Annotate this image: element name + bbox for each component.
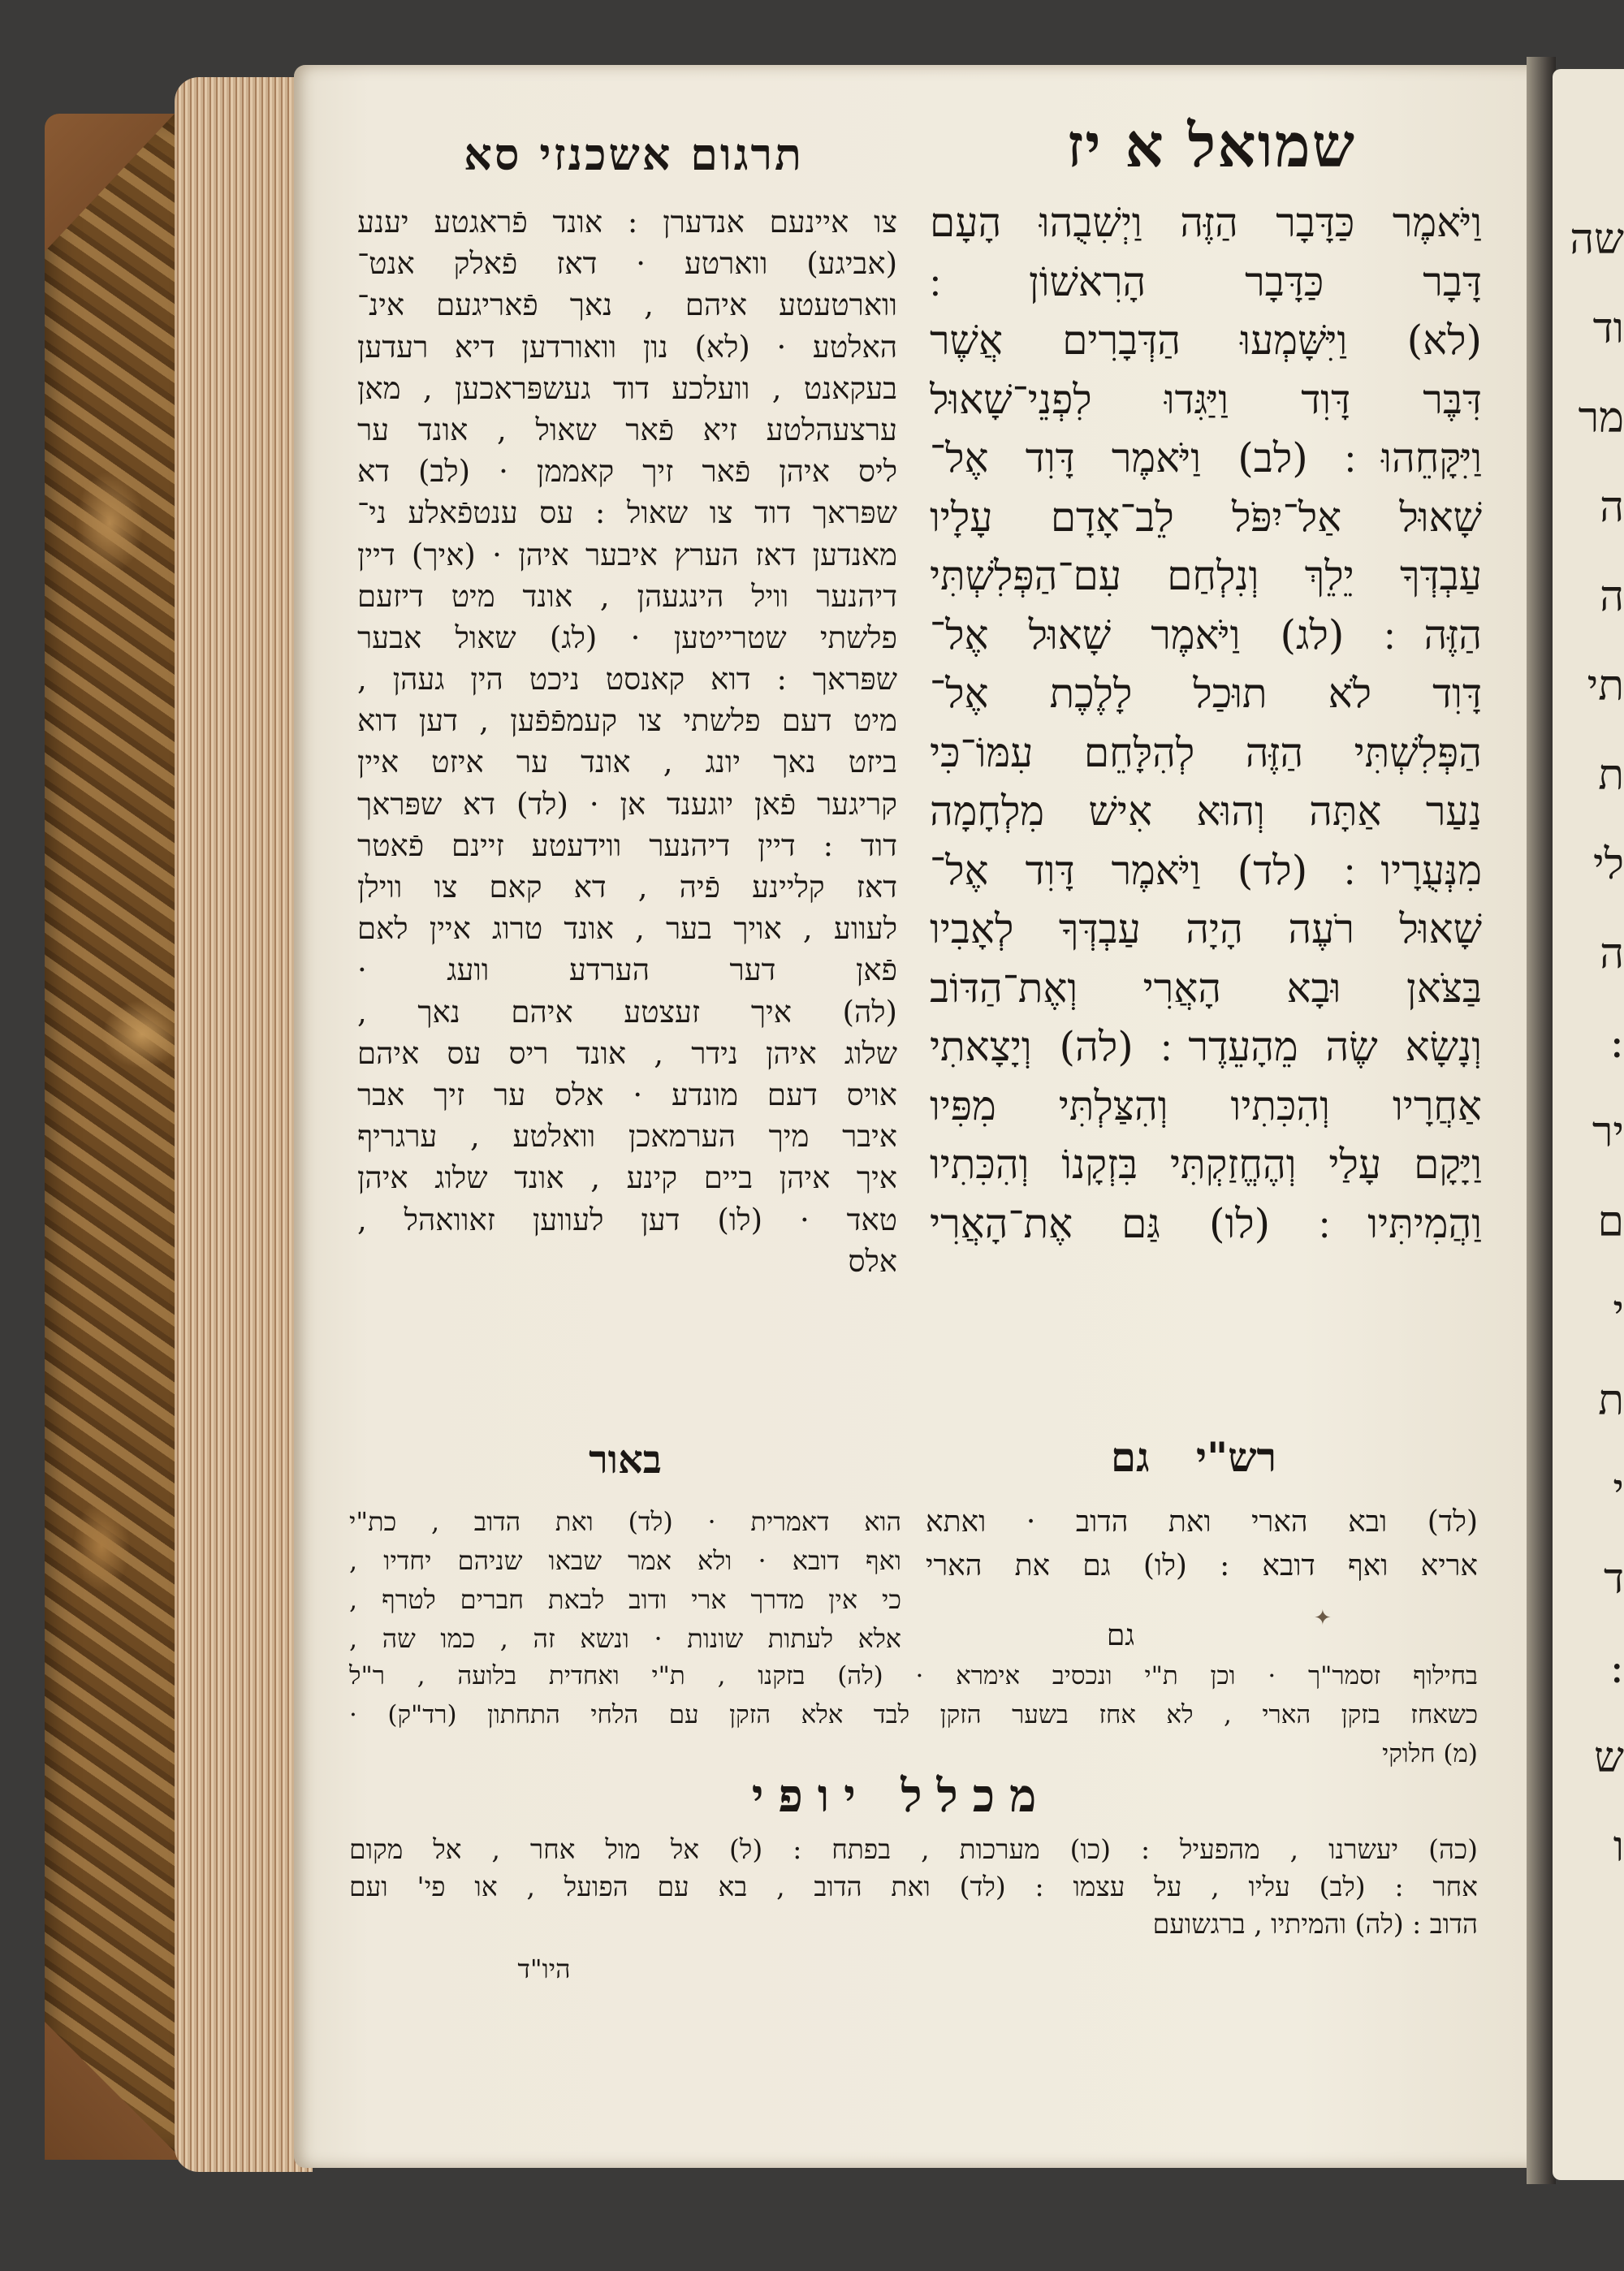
next-page-fragment: לי xyxy=(1593,840,1624,889)
rashi-line: (לד) ובא הארי ואת הדוב · ואתא xyxy=(926,1505,1478,1539)
scripture-line: עַבְדְּךָ יֵלֵךְ וְנִלְחַם עִם־הַפְּלִשְׁתִּי xyxy=(930,552,1482,599)
next-page-fragment: : xyxy=(1609,1644,1624,1693)
biur-commentary xyxy=(349,1502,901,1664)
rashi-heading: רש"י גם xyxy=(1110,1433,1277,1481)
translation-line: שפּראך דוד צו שאול : עס ענטפֿאלע ני־ xyxy=(357,495,897,531)
translation-line: מאנדען דאז הערץ איבער איהן · (איך) דיין xyxy=(357,537,897,572)
scripture-line: בַּצֹּאן וּבָא הָאֲרִי וְאֶת־הַדּוֹב xyxy=(930,964,1482,1012)
michlal-yofi-continuation: היו"ד xyxy=(517,1954,571,1984)
translation-line: ערצעהלטע זיא פֿאר שאול , אונד ער xyxy=(357,412,897,447)
gaon-commentary xyxy=(349,1656,1478,1778)
next-page-fragment: וד xyxy=(1592,304,1624,353)
scripture-line: אַחֲרָיו וְהִכִּתִיו וְהִצַּלְתִּי מִפִּיו xyxy=(930,1082,1482,1129)
scripture-line: דִּבֶּר דָּוִד וַיַּגִּדוּ לִפְנֵי־שָׁאוּל xyxy=(930,375,1482,423)
next-page-fragment: ה xyxy=(1600,483,1624,532)
scripture-line: דָּוִד לֹא תוּכַל לָלֶכֶת אֶל־ xyxy=(930,670,1482,717)
translation-line: (אביגע) ווארטע · דאז פֿאלק אנט־ xyxy=(357,246,897,282)
translation-line: טאד · (לו) דען לעווען זאוואהל , xyxy=(357,1202,897,1237)
biur-line: הוא דאמרית · (לד) ואת הדוב , כת"י xyxy=(349,1506,901,1537)
next-page-fragment: י xyxy=(1613,1466,1624,1514)
scripture-line: שָׁאוּל אַל־יִפֹּל לֵב־אָדָם עָלָיו xyxy=(930,493,1482,541)
gaon-line: כשאחז בזקן הארי , לא אחז בשער הזקן לבד אלא הזקן עם הלחי התחתון (רד"ק) · xyxy=(349,1700,1478,1729)
scripture-line: מִנְּעֻרָיו ׃ (לד) וַיֹּאמֶר דָּוִד אֶל־ xyxy=(930,846,1482,894)
translation-line: איך איהן ביים קינע , אונד שלוג איהן xyxy=(357,1160,897,1196)
next-page-fragment: ד xyxy=(1603,1555,1624,1604)
michlal-yofi-heading: מכלל יופי xyxy=(751,1769,1052,1823)
translation-line: איבר מיך הערמאכן וואלטע , ערגריף xyxy=(357,1119,897,1155)
translation-line: לעווע , אויך בער , אונד טרוג איין לאם xyxy=(357,911,897,947)
main-scripture-column xyxy=(930,193,1482,1419)
translation-line: קריגער פֿאן יוגענד אן · (לד) דא שפּראך xyxy=(357,786,897,822)
scripture-line: וַיֹּאמֶר כַּדָּבָר הַזֶּה וַיְשִׁבֻהוּ הָעָם xyxy=(930,199,1482,246)
translation-line: דיהנער וויל הינגעהן , אונד מיט דיזעם xyxy=(357,578,897,614)
translation-line: דוד : דיין דיהנער ווידעטע זיינם פֿאטר xyxy=(357,827,897,863)
next-page-edge xyxy=(1553,69,1624,2180)
gaon-line: בחילוף זסמר"ך · וכן ת"י ונכסיב אימרא · (לה) בזקנו , ת"י ואחדית בלועה , ר"ל xyxy=(349,1661,1478,1690)
next-page-fragment: מר xyxy=(1578,394,1624,443)
translation-line: ווארטעטע איהם , נאך פֿאריגעם אינ־ xyxy=(357,287,897,323)
book-gutter xyxy=(1527,57,1556,2184)
translation-line: (לה) איך זעצטע איהם נאך , xyxy=(357,994,897,1030)
gaon-label: גם xyxy=(1106,1619,1135,1652)
michlal-yofi-line: (כה) יעשרנו , מהפעיל : (כו) מערכות , בפתח : (ל) אל מול אחר , אל מקום xyxy=(349,1833,1478,1865)
scripture-line: וַיִּקָּחֵהוּ ׃ (לב) וַיֹּאמֶר דָּוִד אֶל־ xyxy=(930,434,1482,481)
translation-line: ביזט נאך יונג , אונד ער איזט איין xyxy=(357,745,897,780)
biur-line: כי אין מדרך ארי ודוב לבאת חברים לטרף , xyxy=(349,1584,901,1615)
scripture-line: דָּבָר כַּדָּבָר הָרִאשׁוֹן ׃ xyxy=(930,257,1482,305)
translation-line: פֿאן דער הערדע וועג · xyxy=(357,952,897,988)
scripture-line: הַפְּלִשְׁתִּי הַזֶּה לְהִלָּחֵם עִמּוֹ־כִּי xyxy=(930,728,1482,776)
translation-line: פלשתי שטרייטען · (לג) שאול אבער xyxy=(357,620,897,655)
next-page-fragment: ש xyxy=(1594,1733,1624,1782)
page-header-translation-title: תרגום אשכנזי סא xyxy=(464,128,804,180)
page-header-book-chapter: שמואל א יז xyxy=(1066,111,1356,181)
translation-line: שלוג איהן נידר , אונד ריס עס איהם xyxy=(357,1035,897,1071)
rashi-commentary xyxy=(926,1500,1478,1614)
next-page-fragment: י xyxy=(1613,1287,1624,1336)
translation-line: מיט דעם פלשתי צו קעמפֿפֿען , דען דוא xyxy=(357,703,897,739)
translation-line: ליס איהן פֿאר זיך קאממן · (לב) דא xyxy=(357,454,897,490)
translation-line: אלס xyxy=(848,1243,897,1279)
next-page-fragment: ה xyxy=(1600,572,1624,621)
translation-line: בעקאנט , וועלכע דוד געשפּראכען , מאן xyxy=(357,370,897,406)
next-page-fragment: שה xyxy=(1570,215,1624,264)
next-page-fragment: ת xyxy=(1598,1376,1624,1425)
biur-line: ואף דובא · ולא אמר שבאו שניהם יחדיו , xyxy=(349,1545,901,1576)
next-page-fragment: ת xyxy=(1598,751,1624,800)
gaon-line: (מ) חלוקי xyxy=(1382,1739,1478,1768)
translation-column xyxy=(357,201,897,1436)
next-page-fragment: ו xyxy=(1613,1823,1624,1872)
biur-line: אלא לעתות שונות · ונשא זה , כמו שה , xyxy=(349,1623,901,1654)
scripture-line: שָׁאוּל רֹעֶה הָיָה עַבְדְּךָ לְאָבִיו xyxy=(930,905,1482,952)
scripture-line: הַזֶּה ׃ (לג) וַיֹּאמֶר שָׁאוּל אֶל־ xyxy=(930,611,1482,658)
page-edges xyxy=(175,77,313,2172)
scripture-line: נַעַר אַתָּה וְהוּא אִישׁ מִלְחָמָה xyxy=(930,788,1482,835)
next-page-fragment: : xyxy=(1609,1019,1624,1068)
translation-line: צו איינעם אנדערן : אונד פֿראגטע יענע xyxy=(357,205,897,240)
biur-heading: באור xyxy=(589,1437,662,1483)
michlal-yofi-line: הדוב : (לה) והמיתיו , ברגשועם xyxy=(1152,1908,1478,1940)
translation-line: שפּראך : דוא קאנסט ניכט הין געהן , xyxy=(357,662,897,697)
rashi-line: אריא ואף דובא : (לו) גם את הארי xyxy=(926,1549,1478,1582)
michlal-yofi-line: אחר : (לב) עליו , על עצמו : (לד) ואת הדוב , בא עם הפועל , או פי' ועם xyxy=(349,1871,1478,1902)
ornament-mark: ✦ xyxy=(1314,1606,1332,1630)
next-page-fragment: ם xyxy=(1597,1198,1624,1246)
next-page-fragment: יר xyxy=(1592,1108,1624,1157)
next-page-fragment: תי xyxy=(1587,662,1624,710)
translation-line: האלטע · (לא) נון וואורדען דיא רעדען xyxy=(357,329,897,365)
scripture-line: וַיָּקָם עָלַי וְהֶחֱזַקְתִּי בִּזְקָנוֹ וְהִכִּתִיו xyxy=(930,1141,1482,1188)
next-page-fragment: ה xyxy=(1600,930,1624,978)
scripture-line: וְנָשָׂא שֶׂה מֵהָעֵדֶר ׃ (לה) וְיָצָאתִי xyxy=(930,1023,1482,1070)
scripture-line: וַהֲמִיתִּיו ׃ (לו) גַּם אֶת־הָאֲרִי xyxy=(930,1199,1482,1247)
translation-line: אויס דעם מונדע · אלס ער זיך אבר xyxy=(357,1077,897,1112)
translation-line: דאז קליינע פֿיה , דא קאם צו ווילן xyxy=(357,870,897,905)
scripture-line: (לא) וַיִּשָּׁמְעוּ הַדְּבָרִים אֲשֶׁר xyxy=(930,317,1482,364)
